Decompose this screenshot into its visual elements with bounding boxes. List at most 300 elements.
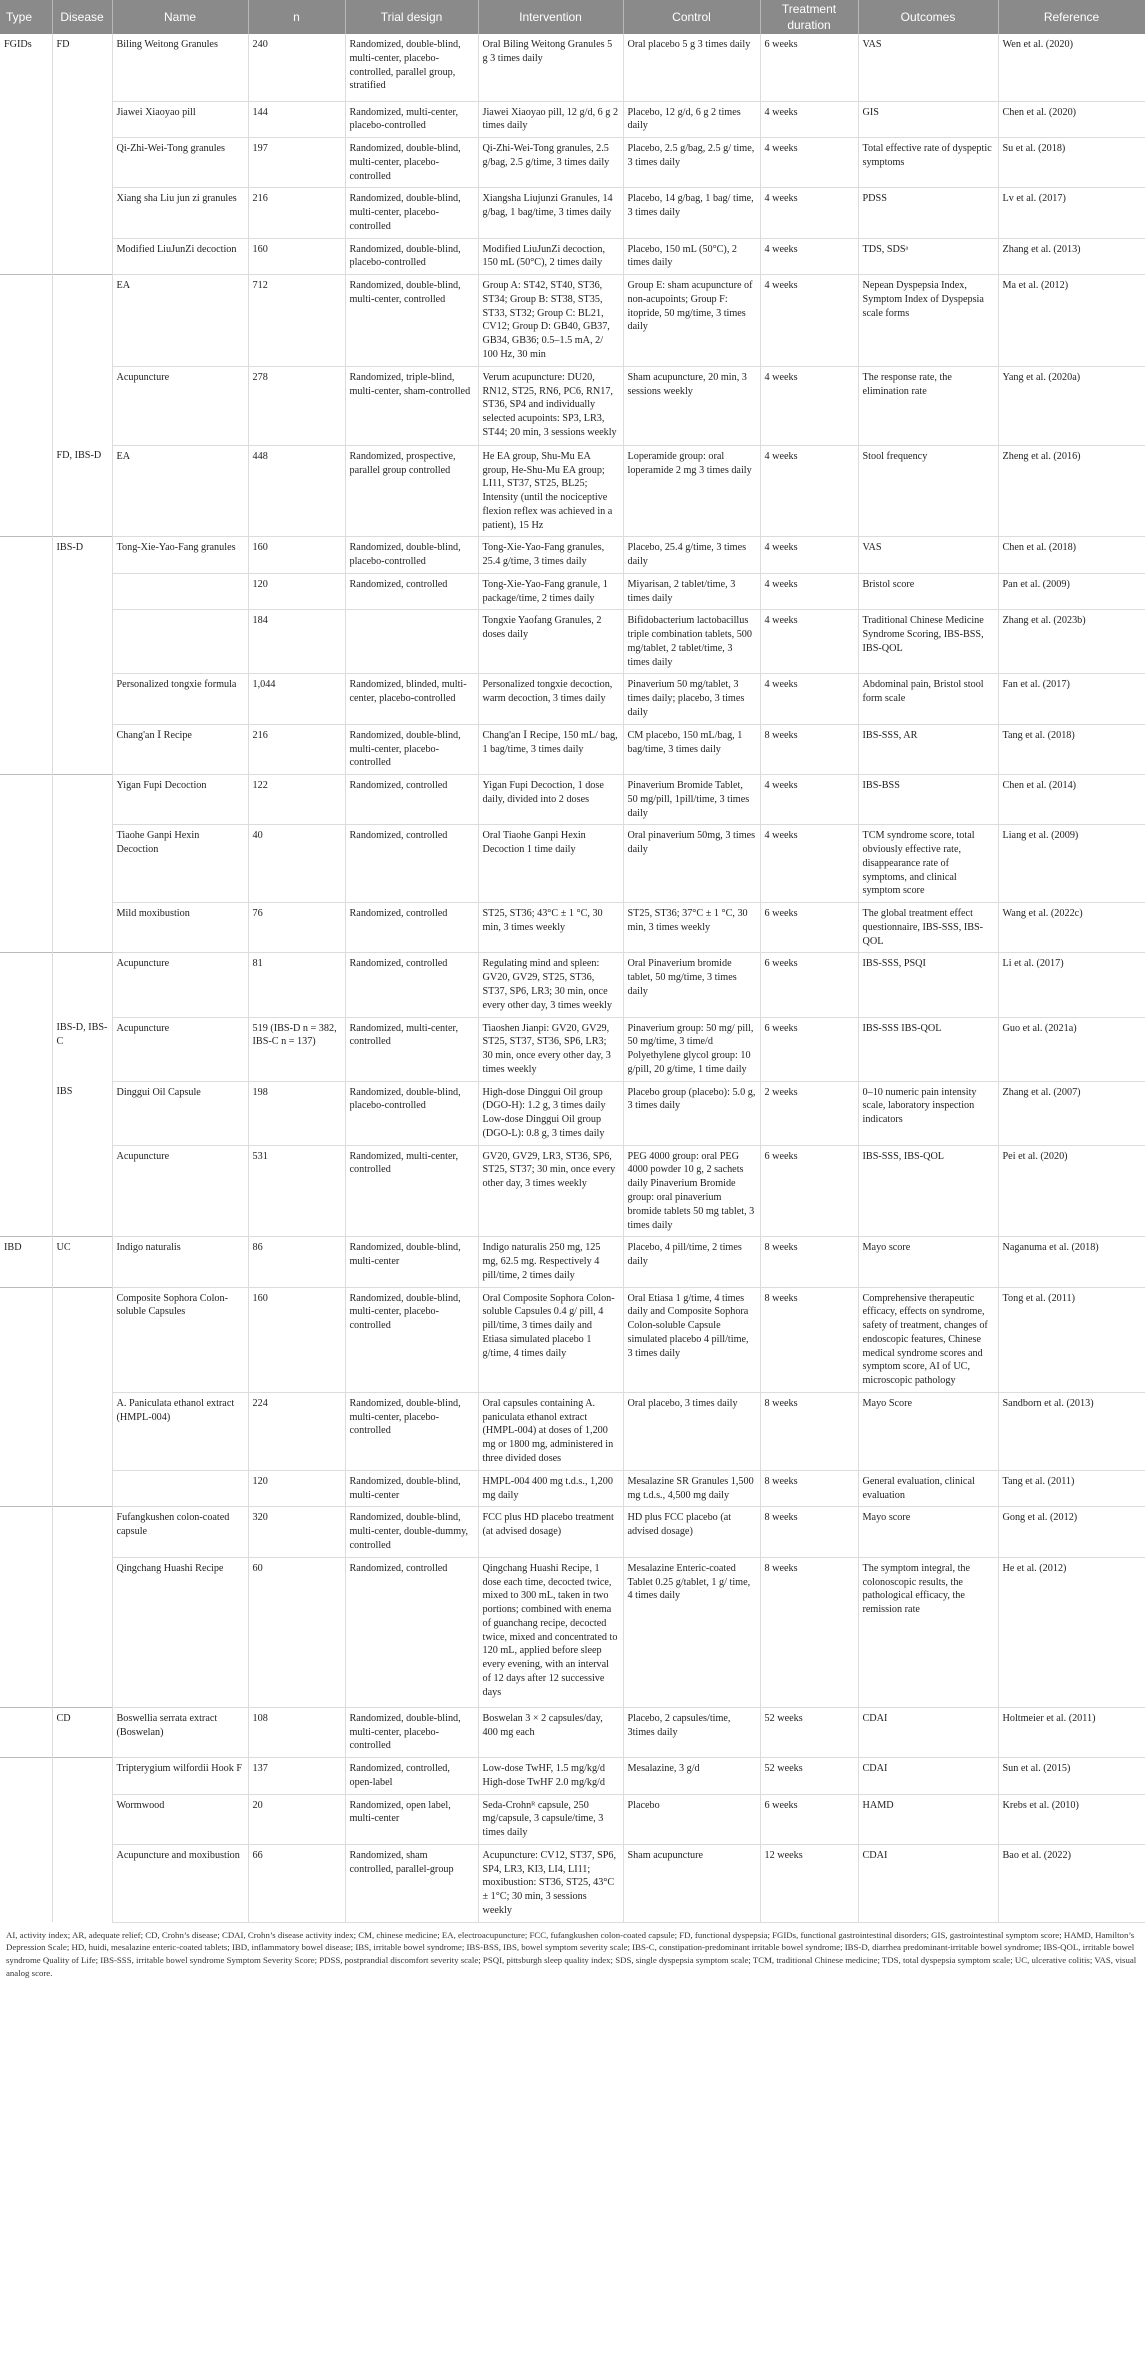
cell-n: 448 [248,445,345,537]
table-row [0,101,1145,138]
column-header: Treatment duration [760,0,858,34]
cell-trial-design: Randomized, sham controlled, parallel-group [345,1844,478,1922]
cell-control: Pinaverium Bromide Tablet, 50 mg/pill, 1pill/time, 3 times daily [623,775,760,825]
cell-n: 40 [248,825,345,903]
cell-duration: 4 weeks [760,610,858,674]
cell-control: Mesalazine Enteric-coated Tablet 0.25 g/tablet, 1 g/ time, 4 times daily [623,1557,760,1707]
cell-trial-design: Randomized, multi-center, controlled [345,1017,478,1081]
cell-reference: Holtmeier et al. (2011) [998,1707,1145,1757]
cell-reference: Sun et al. (2015) [998,1758,1145,1795]
column-header: Disease [52,0,112,34]
cell-outcomes: Abdominal pain, Bristol stool form scale [858,674,998,724]
cell-outcomes: VAS [858,537,998,574]
table-row [0,903,1145,953]
cell-intervention: He EA group, Shu-Mu EA group, He-Shu-Mu EA group; LI11, ST37, ST25, BL25; Intensity (until the nociceptive flexion reflex was achieved in a patient), 15 Hz [478,445,623,537]
cell-trial-design: Randomized, double-blind, multi-center, placebo-controlled [345,138,478,188]
cell-reference: Zhang et al. (2013) [998,238,1145,275]
cell-disease [52,238,112,275]
cell-disease [52,1287,112,1392]
cell-intervention: Tiaoshen Jianpi: GV20, GV29, ST25, ST37, ST36, SP6, LR3; 30 min, once every other day, 3 times weekly [478,1017,623,1081]
cell-trial-design: Randomized, double-blind, multi-center, controlled [345,275,478,367]
cell-outcomes: The symptom integral, the colonoscopic results, the pathological efficacy, the remission rate [858,1557,998,1707]
cell-type [0,1507,52,1557]
cell-disease [52,775,112,825]
cell-n: 240 [248,34,345,101]
table-row [0,1758,1145,1795]
cell-disease [52,1392,112,1470]
cell-type [0,275,52,367]
cell-reference: Tang et al. (2018) [998,724,1145,774]
cell-disease [52,1758,112,1795]
cell-name: Acupuncture [112,953,248,1017]
cell-reference: Naganuma et al. (2018) [998,1237,1145,1287]
cell-trial-design: Randomized, double-blind, placebo-controlled [345,537,478,574]
cell-disease [52,1145,112,1237]
table-row [0,366,1145,445]
table-row [0,1392,1145,1470]
table-row [0,34,1145,101]
header-row [0,0,1145,34]
cell-reference: Fan et al. (2017) [998,674,1145,724]
cell-type [0,1392,52,1470]
cell-duration: 8 weeks [760,1287,858,1392]
cell-n: 60 [248,1557,345,1707]
cell-intervention: Qingchang Huashi Recipe, 1 dose each time, decocted twice, mixed to 300 mL, taken in two portions; combined with enema of guanchang recipe, decocted twice, mixed and concentrated to 120 mL, applied before sleep every evening, with an interval of 12 days after 12 successive days [478,1557,623,1707]
cell-n: 216 [248,724,345,774]
cell-outcomes: Mayo score [858,1237,998,1287]
cell-disease [52,724,112,774]
cell-n: 278 [248,366,345,445]
cell-type [0,775,52,825]
cell-trial-design: Randomized, controlled [345,903,478,953]
cell-disease [52,138,112,188]
cell-reference: Lv et al. (2017) [998,188,1145,238]
cell-n: 76 [248,903,345,953]
cell-reference: Liang et al. (2009) [998,825,1145,903]
cell-n: 519 (IBS-D n = 382, IBS-C n = 137) [248,1017,345,1081]
cell-name: Qingchang Huashi Recipe [112,1557,248,1707]
cell-outcomes: Mayo score [858,1507,998,1557]
cell-trial-design: Randomized, blinded, multi-center, placebo-controlled [345,674,478,724]
cell-outcomes: CDAI [858,1707,998,1757]
cell-n: 197 [248,138,345,188]
cell-intervention: Personalized tongxie decoction, warm decoction, 3 times daily [478,674,623,724]
cell-control: HD plus FCC placebo (at advised dosage) [623,1507,760,1557]
cell-type [0,1470,52,1507]
cell-trial-design: Randomized, controlled [345,573,478,610]
cell-name: Composite Sophora Colon-soluble Capsules [112,1287,248,1392]
cell-control: Group E: sham acupuncture of non-acupoints; Group F: itopride, 50 mg/time, 3 times daily [623,275,760,367]
cell-outcomes: GIS [858,101,998,138]
cell-outcomes: Comprehensive therapeutic efficacy, effects on syndrome, safety of treatment, changes of endoscopic features, Chinese medical syndrome scores and symptom score, AI of UC, microscopic pathology [858,1287,998,1392]
cell-trial-design: Randomized, double-blind, multi-center [345,1237,478,1287]
cell-n: 120 [248,573,345,610]
cell-trial-design: Randomized, double-blind, multi-center, placebo-controlled [345,188,478,238]
cell-n: 198 [248,1081,345,1145]
cell-intervention: Jiawei Xiaoyao pill, 12 g/d, 6 g 2 times daily [478,101,623,138]
cell-name: Modified LiuJunZi decoction [112,238,248,275]
cell-reference: Gong et al. (2012) [998,1507,1145,1557]
cell-n: 712 [248,275,345,367]
table-row [0,953,1145,1017]
cell-reference: He et al. (2012) [998,1557,1145,1707]
table-row [0,1844,1145,1922]
cell-trial-design: Randomized, controlled [345,825,478,903]
cell-trial-design: Randomized, double-blind, multi-center, placebo-controlled [345,1392,478,1470]
cell-control: Oral pinaverium 50mg, 3 times daily [623,825,760,903]
column-header: n [248,0,345,34]
table-row [0,537,1145,574]
cell-n: 122 [248,775,345,825]
cell-intervention: Indigo naturalis 250 mg, 125 mg, 62.5 mg. Respectively 4 pill/time, 2 times daily [478,1237,623,1287]
cell-duration: 52 weeks [760,1758,858,1795]
cell-duration: 6 weeks [760,1017,858,1081]
cell-disease [52,1470,112,1507]
table-header [0,0,1145,34]
cell-control: Placebo [623,1794,760,1844]
cell-intervention: Qi-Zhi-Wei-Tong granules, 2.5 g/bag, 2.5 g/time, 3 times daily [478,138,623,188]
cell-intervention: Verum acupuncture: DU20, RN12, ST25, RN6, PC6, RN17, ST36, SP4 and individually selected acupoints: SP3, LR3, ST44; 20 min, 3 sessions weekly [478,366,623,445]
cell-outcomes: Bristol score [858,573,998,610]
cell-disease [52,825,112,903]
cell-outcomes: Mayo Score [858,1392,998,1470]
cell-disease [52,1557,112,1707]
cell-disease [52,366,112,445]
cell-trial-design: Randomized, triple-blind, multi-center, sham-controlled [345,366,478,445]
table-row [0,238,1145,275]
column-header: Outcomes [858,0,998,34]
cell-reference: Sandborn et al. (2013) [998,1392,1145,1470]
cell-duration: 4 weeks [760,238,858,275]
cell-control: Pinaverium 50 mg/tablet, 3 times daily; placebo, 3 times daily [623,674,760,724]
cell-duration: 2 weeks [760,1081,858,1145]
table-row [0,573,1145,610]
cell-intervention: Modified LiuJunZi decoction, 150 mL (50°C), 2 times daily [478,238,623,275]
table-row [0,1081,1145,1145]
cell-n: 320 [248,1507,345,1557]
cell-control: Placebo group (placebo): 5.0 g, 3 times daily [623,1081,760,1145]
table-row [0,1557,1145,1707]
cell-outcomes: Stool frequency [858,445,998,537]
cell-name: Xiang sha Liu jun zi granules [112,188,248,238]
cell-reference: Tang et al. (2011) [998,1470,1145,1507]
cell-type [0,825,52,903]
cell-n: 531 [248,1145,345,1237]
cell-trial-design: Randomized, double-blind, placebo-controlled [345,238,478,275]
cell-reference: Wang et al. (2022c) [998,903,1145,953]
cell-name: Wormwood [112,1794,248,1844]
cell-outcomes: Total effective rate of dyspeptic symptoms [858,138,998,188]
cell-duration: 8 weeks [760,1237,858,1287]
cell-type [0,573,52,610]
cell-trial-design: Randomized, prospective, parallel group controlled [345,445,478,537]
table-row [0,138,1145,188]
table-row [0,775,1145,825]
cell-intervention: Group A: ST42, ST40, ST36, ST34; Group B: ST38, ST35, ST33, ST32; Group C: BL21, CV12; Group D: GB40, GB37, GB34, GB36; 0.5–1.5 mA, 2/ 100 Hz, 30 min [478,275,623,367]
cell-duration: 6 weeks [760,1794,858,1844]
cell-name [112,610,248,674]
cell-duration: 4 weeks [760,138,858,188]
cell-type [0,238,52,275]
cell-duration: 4 weeks [760,445,858,537]
cell-n: 108 [248,1707,345,1757]
cell-outcomes: General evaluation, clinical evaluation [858,1470,998,1507]
cell-outcomes: Nepean Dyspepsia Index, Symptom Index of Dyspepsia scale forms [858,275,998,367]
cell-control: Bifidobacterium lactobacillus triple combination tablets, 500 mg/tablet, 2 tablet/time, 3 times daily [623,610,760,674]
cell-disease [52,953,112,1017]
table-row [0,1794,1145,1844]
cell-intervention: FCC plus HD placebo treatment (at advised dosage) [478,1507,623,1557]
cell-type: FGIDs [0,34,52,101]
cell-disease: UC [52,1237,112,1287]
cell-type [0,724,52,774]
cell-reference: Chen et al. (2018) [998,537,1145,574]
cell-reference: Ma et al. (2012) [998,275,1145,367]
cell-name: Yigan Fupi Decoction [112,775,248,825]
cell-control: Placebo, 12 g/d, 6 g 2 times daily [623,101,760,138]
cell-trial-design: Randomized, double-blind, multi-center, placebo-controlled [345,1287,478,1392]
cell-control: Oral placebo, 3 times daily [623,1392,760,1470]
cell-duration: 8 weeks [760,1392,858,1470]
cell-intervention: Boswelan 3 × 2 capsules/day, 400 mg each [478,1707,623,1757]
cell-disease [52,573,112,610]
cell-name: Fufangkushen colon-coated capsule [112,1507,248,1557]
cell-control: CM placebo, 150 mL/bag, 1 bag/time, 3 times daily [623,724,760,774]
cell-control: Placebo, 2 capsules/time, 3times daily [623,1707,760,1757]
cell-reference: Zheng et al. (2016) [998,445,1145,537]
cell-name [112,573,248,610]
cell-n: 66 [248,1844,345,1922]
cell-outcomes: IBS-SSS, IBS-QOL [858,1145,998,1237]
table-row [0,1507,1145,1557]
cell-type: IBD [0,1237,52,1287]
cell-type [0,1017,52,1081]
cell-control: Placebo, 4 pill/time, 2 times daily [623,1237,760,1287]
cell-trial-design: Randomized, double-blind, multi-center, placebo-controlled, parallel group, stratified [345,34,478,101]
cell-trial-design: Randomized, double-blind, multi-center [345,1470,478,1507]
cell-n: 160 [248,238,345,275]
cell-type [0,1844,52,1922]
cell-name [112,1470,248,1507]
cell-intervention: ST25, ST36; 43°C ± 1 °C, 30 min, 3 times weekly [478,903,623,953]
cell-disease: FD, IBS-D [52,445,112,537]
column-header: Name [112,0,248,34]
cell-reference: Pei et al. (2020) [998,1145,1145,1237]
cell-reference: Tong et al. (2011) [998,1287,1145,1392]
cell-type [0,101,52,138]
cell-outcomes: IBS-SSS IBS-QOL [858,1017,998,1081]
cell-duration: 4 weeks [760,775,858,825]
column-header: Trial design [345,0,478,34]
cell-control: Placebo, 25.4 g/time, 3 times daily [623,537,760,574]
cell-type [0,1081,52,1145]
cell-reference: Chen et al. (2020) [998,101,1145,138]
cell-type [0,903,52,953]
cell-reference: Wen et al. (2020) [998,34,1145,101]
cell-disease: IBS-D, IBS-C [52,1017,112,1081]
cell-duration: 4 weeks [760,537,858,574]
cell-name: Boswellia serrata extract (Boswelan) [112,1707,248,1757]
cell-duration: 12 weeks [760,1844,858,1922]
column-header: Control [623,0,760,34]
cell-intervention: Yigan Fupi Decoction, 1 dose daily, divided into 2 doses [478,775,623,825]
table-row [0,1017,1145,1081]
cell-reference: Zhang et al. (2023b) [998,610,1145,674]
cell-duration: 4 weeks [760,188,858,238]
cell-name: Acupuncture and moxibustion [112,1844,248,1922]
cell-name: Acupuncture [112,1145,248,1237]
cell-control: Oral Pinaverium bromide tablet, 50 mg/time, 3 times daily [623,953,760,1017]
cell-disease [52,188,112,238]
cell-trial-design: Randomized, controlled [345,775,478,825]
cell-type [0,1758,52,1795]
cell-intervention: Oral Composite Sophora Colon-soluble Capsules 0.4 g/ pill, 4 pill/time, 3 times daily and Etiasa simulated placebo 1 g/time, 4 times daily [478,1287,623,1392]
cell-trial-design: Randomized, double-blind, multi-center, double-dummy, controlled [345,1507,478,1557]
cell-control: PEG 4000 group: oral PEG 4000 powder 10 g, 2 sachets daily Pinaverium Bromide group: oral pinaverium bromide tablets 50 mg tablet, 3 times daily [623,1145,760,1237]
cell-control: Sham acupuncture, 20 min, 3 sessions weekly [623,366,760,445]
cell-control: Oral Etiasa 1 g/time, 4 times daily and Composite Sophora Colon-soluble Capsule simulated placebo 4 pill/time, 3 times daily [623,1287,760,1392]
cell-n: 216 [248,188,345,238]
cell-trial-design [345,610,478,674]
table-body [0,34,1145,1922]
cell-intervention: Tong-Xie-Yao-Fang granule, 1 package/time, 2 times daily [478,573,623,610]
table-row [0,674,1145,724]
cell-control: Mesalazine SR Granules 1,500 mg t.d.s., 4,500 mg daily [623,1470,760,1507]
cell-intervention: Tong-Xie-Yao-Fang granules, 25.4 g/time, 3 times daily [478,537,623,574]
cell-outcomes: TCM syndrome score, total obviously effective rate, disappearance rate of symptoms, and clinical symptom score [858,825,998,903]
cell-name: Indigo naturalis [112,1237,248,1287]
table-row [0,1287,1145,1392]
cell-reference: Bao et al. (2022) [998,1844,1145,1922]
cell-name: Tiaohe Ganpi Hexin Decoction [112,825,248,903]
cell-duration: 8 weeks [760,1507,858,1557]
cell-outcomes: CDAI [858,1844,998,1922]
cell-intervention: Regulating mind and spleen: GV20, GV29, ST25, ST36, ST37, SP6, LR3; 30 min, once every other day, 3 times weekly [478,953,623,1017]
cell-name: Dinggui Oil Capsule [112,1081,248,1145]
cell-n: 160 [248,1287,345,1392]
cell-outcomes: The global treatment effect questionnaire, IBS-SSS, IBS-QOL [858,903,998,953]
cell-type [0,1287,52,1392]
cell-name: A. Paniculata ethanol extract (HMPL-004) [112,1392,248,1470]
cell-type [0,537,52,574]
cell-type [0,610,52,674]
cell-trial-design: Randomized, double-blind, multi-center, placebo-controlled [345,1707,478,1757]
cell-n: 144 [248,101,345,138]
cell-reference: Guo et al. (2021a) [998,1017,1145,1081]
cell-name: Biling Weitong Granules [112,34,248,101]
cell-duration: 4 weeks [760,101,858,138]
table-row [0,1707,1145,1757]
cell-duration: 6 weeks [760,34,858,101]
cell-control: ST25, ST36; 37°C ± 1 °C, 30 min, 3 times weekly [623,903,760,953]
cell-type [0,138,52,188]
cell-duration: 8 weeks [760,724,858,774]
cell-type [0,445,52,537]
cell-n: 81 [248,953,345,1017]
cell-reference: Chen et al. (2014) [998,775,1145,825]
cell-control: Placebo, 2.5 g/bag, 2.5 g/ time, 3 times daily [623,138,760,188]
table-row [0,1470,1145,1507]
cell-control: Sham acupuncture [623,1844,760,1922]
cell-intervention: Tongxie Yaofang Granules, 2 doses daily [478,610,623,674]
cell-trial-design: Randomized, double-blind, placebo-controlled [345,1081,478,1145]
cell-trial-design: Randomized, controlled [345,953,478,1017]
cell-n: 160 [248,537,345,574]
column-header: Intervention [478,0,623,34]
cell-duration: 8 weeks [760,1557,858,1707]
cell-disease [52,275,112,367]
cell-name: Acupuncture [112,366,248,445]
cell-control: Placebo, 150 mL (50°C), 2 times daily [623,238,760,275]
cell-disease: IBS [52,1081,112,1145]
cell-type [0,188,52,238]
cell-reference: Krebs et al. (2010) [998,1794,1145,1844]
cell-reference: Su et al. (2018) [998,138,1145,188]
column-header: Reference [998,0,1145,34]
cell-duration: 8 weeks [760,1470,858,1507]
cell-type [0,1145,52,1237]
cell-outcomes: VAS [858,34,998,101]
cell-control: Loperamide group: oral loperamide 2 mg 3 times daily [623,445,760,537]
cell-outcomes: TDS, SDSᵃ [858,238,998,275]
cell-intervention: HMPL-004 400 mg t.d.s., 1,200 mg daily [478,1470,623,1507]
cell-control: Placebo, 14 g/bag, 1 bag/ time, 3 times daily [623,188,760,238]
cell-outcomes: 0–10 numeric pain intensity scale, laboratory inspection indicators [858,1081,998,1145]
cell-trial-design: Randomized, multi-center, controlled [345,1145,478,1237]
cell-duration: 4 weeks [760,674,858,724]
cell-disease [52,903,112,953]
cell-intervention: Xiangsha Liujunzi Granules, 14 g/bag, 1 bag/time, 3 times daily [478,188,623,238]
cell-name: Tripterygium wilfordii Hook F [112,1758,248,1795]
cell-reference: Yang et al. (2020a) [998,366,1145,445]
cell-intervention: Chang'an Ⅰ Recipe, 150 mL/ bag, 1 bag/time, 3 times daily [478,724,623,774]
table-row [0,825,1145,903]
cell-name: Chang'an Ⅰ Recipe [112,724,248,774]
cell-type [0,366,52,445]
cell-outcomes: IBS-BSS [858,775,998,825]
cell-n: 184 [248,610,345,674]
cell-name: Tong-Xie-Yao-Fang granules [112,537,248,574]
cell-duration: 4 weeks [760,366,858,445]
cell-duration: 6 weeks [760,953,858,1017]
cell-reference: Zhang et al. (2007) [998,1081,1145,1145]
table-row [0,724,1145,774]
cell-outcomes: The response rate, the elimination rate [858,366,998,445]
cell-duration: 4 weeks [760,825,858,903]
cell-type [0,1707,52,1757]
table-row [0,610,1145,674]
cell-disease: CD [52,1707,112,1757]
table-row [0,1237,1145,1287]
cell-reference: Pan et al. (2009) [998,573,1145,610]
cell-trial-design: Randomized, multi-center, placebo-controlled [345,101,478,138]
cell-trial-design: Randomized, controlled [345,1557,478,1707]
cell-outcomes: IBS-SSS, AR [858,724,998,774]
cell-outcomes: CDAI [858,1758,998,1795]
table-row [0,445,1145,537]
cell-intervention: Acupuncture: CV12, ST37, SP6, SP4, LR3, KI3, LI4, LI11; moxibustion: ST36, ST25, 43°C ± 1°C; 30 min, 3 sessions weekly [478,1844,623,1922]
cell-name: EA [112,445,248,537]
cell-intervention: Oral capsules containing A. paniculata ethanol extract (HMPL-004) at doses of 1,200 mg or 1800 mg, administered in three divided doses [478,1392,623,1470]
cell-duration: 4 weeks [760,573,858,610]
cell-disease [52,1794,112,1844]
table-row [0,188,1145,238]
cell-control: Mesalazine, 3 g/d [623,1758,760,1795]
cell-duration: 6 weeks [760,1145,858,1237]
cell-disease [52,674,112,724]
cell-outcomes: PDSS [858,188,998,238]
cell-intervention: Oral Tiaohe Ganpi Hexin Decoction 1 time daily [478,825,623,903]
